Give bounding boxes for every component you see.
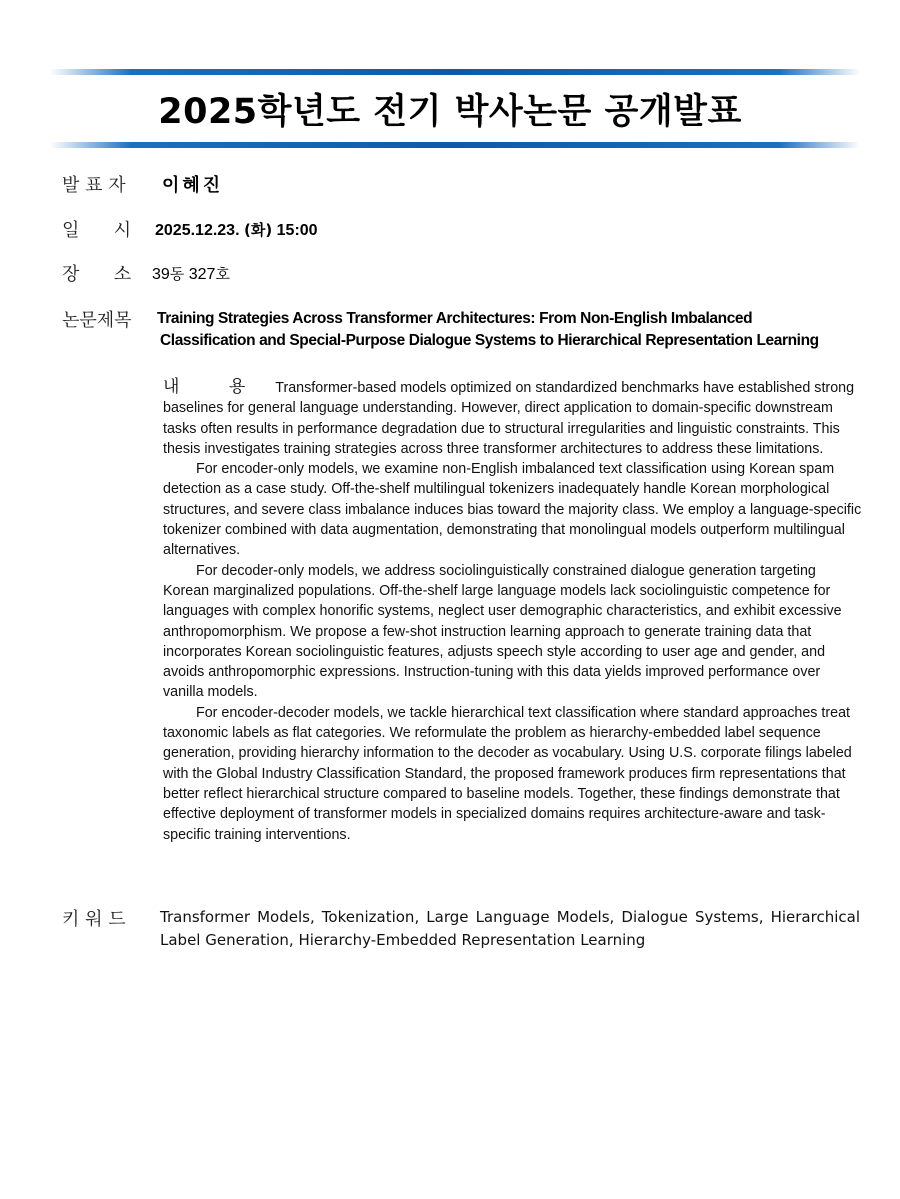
datetime-label: 일 시 [62, 220, 132, 241]
room-number: 327 [188, 266, 216, 283]
thesis-title-line-2: Classification and Special-Purpose Dialogue Systems to Hierarchical Representation Learning [160, 332, 819, 349]
room-suffix: 호 [215, 265, 230, 283]
abstract-paragraph-3: For decoder-only models, we address sociolinguistically constrained dialogue generation targeting Korean marginalized populations. Off-the-shelf large language models lack sociolinguistic competence for languages with complex honorific systems, neglect user demographic characteristics, and exhibit excessive anthropomorphism. We propose a few-shot instruction learning approach to generate training data that incorporates Korean sociolinguistic features, adjusts speech style according to user age and gender, and avoids anthropomorphic expressions. Instruction-tuning with this data yields improved performance over vanilla models. [163, 562, 842, 701]
abstract-paragraph [163, 377, 863, 459]
content-label: 내 용 [163, 377, 268, 397]
page-title: 2025학년도 전기 박사논문 공개발표 [158, 92, 742, 132]
abstract-paragraph-2: For encoder-only models, we examine non-English imbalanced text classification using Korean spam detection as a case study. Off-the-shelf multilingual tokenizers inadequately handle Korean morphological structures, and severe class imbalance induces bias toward the majority class. We employ a language-specific tokenizer combined with data augmentation, demonstrating that monolingual models outperform multilingual alternatives. [163, 461, 862, 559]
building-number: 39 [152, 266, 170, 283]
thesis-title-line-1: Training Strategies Across Transformer Architectures: From Non-English Imbalanced [157, 310, 753, 327]
keywords-label: 키 워 드 [62, 909, 126, 930]
abstract-paragraph-4: For encoder-decoder models, we tackle hierarchical text classification where standard approaches treat taxonomic labels as flat categories. We reformulate the problem as hierarchy-embedded label sequence generation, providing hierarchy information to the decoder as vocabulary. Using U.S. corporate filings labeled with the Global Industry Classification Standard, the proposed framework produces firm representations that better reflect hierarchical structure compared to baseline models. Together, these findings demonstrate that effective deployment of transformer models in specialized domains requires architecture-aware and task-specific training interventions. [163, 704, 852, 843]
time-text: 15:00 [276, 222, 318, 239]
abstract [163, 377, 863, 845]
thesis-title [157, 308, 877, 352]
weekday-text: (화) [243, 221, 273, 239]
venue-value [152, 263, 230, 284]
bottom-blue-rule [50, 142, 860, 148]
keywords-text: Transformer Models, Tokenization, Large Language Models, Dialogue Systems, Hierarchical Label Generation, Hierarchy-Embedded Representation Learning [160, 908, 860, 949]
presenter-name: 이혜진 [162, 175, 224, 196]
presenter-label: 발 표 자 [62, 175, 126, 196]
date-text: 2025.12.23. [155, 222, 240, 239]
building-suffix: 동 [169, 265, 185, 283]
thesis-title-label: 논문제목 [62, 310, 132, 331]
venue-label: 장 소 [62, 264, 132, 285]
abstract-paragraph-1: Transformer-based models optimized on standardized benchmarks have established strong baselines for general language understanding. However, direct application to domain-specific downstream tasks often results in performance degradation due to structural irregularities and linguistic constraints. This thesis investigates training strategies across three transformer architectures to address these limitations. [163, 380, 855, 457]
top-blue-rule [50, 69, 860, 75]
datetime-value [155, 219, 318, 240]
